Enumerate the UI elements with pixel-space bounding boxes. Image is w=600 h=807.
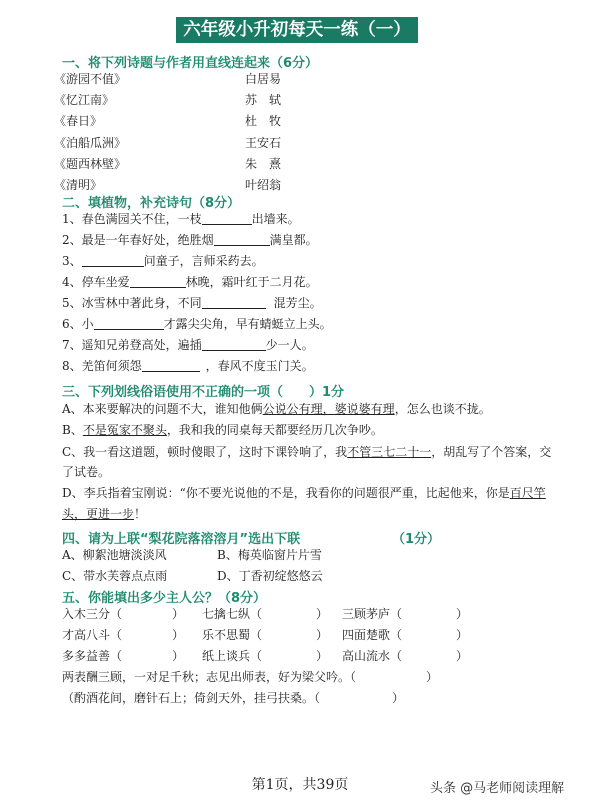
answer-blank[interactable]	[82, 254, 144, 267]
page-title: 六年级小升初每天一练（一）	[176, 17, 418, 43]
section-3-header: 三、下列划线俗语使用不正确的一项（ ）1分	[62, 385, 345, 400]
underlined-idiom: 百尺竿	[509, 486, 546, 500]
poet-name: 王安石	[245, 136, 282, 150]
underlined-idiom: 不是冤家不聚头	[82, 423, 167, 437]
line-text: 5、冰雪林中著此身，不同	[62, 296, 202, 310]
answer-blank[interactable]	[202, 338, 266, 351]
option-c	[62, 444, 551, 460]
poet-name: 杜 牧	[245, 114, 282, 128]
poet-name: 叶绍翁	[245, 178, 282, 192]
line-text: 林晚，霜叶红于二月花。	[185, 275, 318, 289]
poet-name: 朱 熹	[245, 157, 282, 171]
fill-line-8	[62, 358, 314, 374]
option-b	[62, 422, 383, 438]
couplet-option-d: D、丁香初绽悠悠云	[217, 569, 323, 583]
answer-blank[interactable]	[202, 212, 252, 225]
close-paren: ）	[172, 649, 185, 663]
page-number: 第1页，共39页	[251, 777, 349, 793]
idiom-cell: 七擒七纵（	[202, 607, 263, 621]
answer-blank[interactable]	[94, 317, 164, 330]
line-text: 问童子，言师采药去。	[143, 254, 264, 268]
section-5-header: 五、你能填出多少主人公？（8分）	[62, 591, 267, 606]
line-text: 才露尖尖角，早有蜻蜓立上头。	[163, 317, 332, 331]
fill-line-6	[62, 316, 332, 332]
option-text: ，我和我的同桌每天都要经历几次争吵。	[166, 423, 383, 437]
couplet-option-a: A、柳絮池塘淡淡风	[62, 548, 167, 562]
underlined-idiom: 不管三七二十一	[347, 445, 432, 459]
poem-title: 《忆江南》	[54, 93, 115, 107]
option-text: ！	[134, 507, 147, 521]
line-text: 少一人。	[265, 338, 314, 352]
close-paren: ）	[316, 649, 329, 663]
idiom-cell: 高山流水（	[342, 649, 403, 663]
underlined-idiom: 头，更进一步	[62, 507, 135, 521]
section-4-score: （1分）	[392, 532, 441, 547]
close-paren: ）	[426, 670, 439, 684]
fill-line-7	[62, 337, 314, 353]
line-text: 满皇都。	[269, 233, 318, 247]
watermark: 头条 @马老师阅读理解	[430, 781, 565, 796]
poet-name: 苏 轼	[245, 93, 282, 107]
close-paren: ）	[316, 607, 329, 621]
line-text: 7、遥知兄弟登高处，遍插	[62, 338, 202, 352]
line-text: 3、	[62, 254, 82, 268]
option-text: C、我一看这道题，顿时傻眼了，这时下课铃响了，我	[62, 445, 348, 459]
couplet-option-c: C、带水芙蓉点点雨	[62, 569, 168, 583]
poem-title: 《清明》	[54, 178, 103, 192]
fill-line-3	[62, 253, 264, 269]
fill-line-4	[62, 274, 318, 290]
option-text: ，胡乱写了个答案，交	[431, 445, 552, 459]
answer-blank[interactable]	[202, 296, 266, 309]
poet-name: 白居易	[245, 72, 282, 86]
answer-blank[interactable]	[130, 275, 186, 288]
clue-line-1: 两表酬三顾，一对足千秋；志见出师表，好为梁父吟。（	[62, 670, 357, 684]
poem-title: 《泊船瓜洲》	[54, 136, 127, 150]
idiom-cell: 纸上谈兵（	[202, 649, 263, 663]
fill-line-1	[62, 211, 300, 227]
line-text: 2、最是一年春好处，绝胜烟	[62, 233, 214, 247]
option-text: B、	[62, 423, 83, 437]
line-text: 8、羌笛何须怨	[62, 359, 142, 373]
option-c-cont: 了试卷。	[62, 465, 111, 479]
idiom-cell: 才高八斗（	[62, 628, 123, 642]
section-2-header: 二、填植物，补充诗句（8分）	[62, 196, 241, 211]
idiom-cell: 入木三分（	[62, 607, 123, 621]
option-text: A、本来要解决的问题不大，谁知他俩	[62, 402, 263, 416]
line-text: 6、小	[62, 317, 94, 331]
close-paren: ）	[456, 628, 469, 642]
idiom-cell: 四面楚歌（	[342, 628, 403, 642]
line-text: 4、停车坐爱	[62, 275, 130, 289]
answer-blank[interactable]	[214, 233, 270, 246]
close-paren: ）	[172, 607, 185, 621]
option-d	[62, 485, 546, 501]
close-paren: ）	[316, 628, 329, 642]
line-text: ，春风不度玉门关。	[205, 359, 314, 373]
close-paren: ）	[456, 649, 469, 663]
answer-blank[interactable]	[142, 359, 200, 372]
option-text: D、李兵指着宝刚说：“你不要光说他的不是，我看你的问题很严重，比起他来，你是	[62, 486, 510, 500]
close-paren: ）	[456, 607, 469, 621]
fill-line-5	[62, 295, 322, 311]
section-4-header: 四、请为上联“梨花院落溶溶月”选出下联	[62, 532, 301, 547]
line-text: 1、春色满园关不住，一枝	[62, 212, 202, 226]
option-d-cont	[62, 506, 146, 522]
poem-title: 《题西林壁》	[54, 157, 127, 171]
option-a	[62, 401, 491, 417]
couplet-option-b: B、梅英临窗片片雪	[217, 548, 322, 562]
idiom-cell: 多多益善（	[62, 649, 123, 663]
idiom-cell: 三顾茅庐（	[342, 607, 403, 621]
line-text: 混芳尘。	[273, 296, 322, 310]
fill-line-2	[62, 232, 318, 248]
underlined-idiom: 公说公有理，婆说婆有理	[262, 402, 395, 416]
option-text: ，怎么也谈不拢。	[394, 402, 491, 416]
close-paren: ）	[172, 628, 185, 642]
idiom-cell: 乐不思蜀（	[202, 628, 263, 642]
poem-title: 《游园不值》	[54, 72, 127, 86]
section-1-header: 一、将下列诗题与作者用直线连起来（6分）	[62, 56, 319, 71]
poem-title: 《春日》	[54, 114, 103, 128]
clue-line-2: （酌酒花间，磨针石上；倚剑天外，挂弓扶桑。（ ）	[62, 691, 405, 705]
line-text: 出墙来。	[251, 212, 300, 226]
